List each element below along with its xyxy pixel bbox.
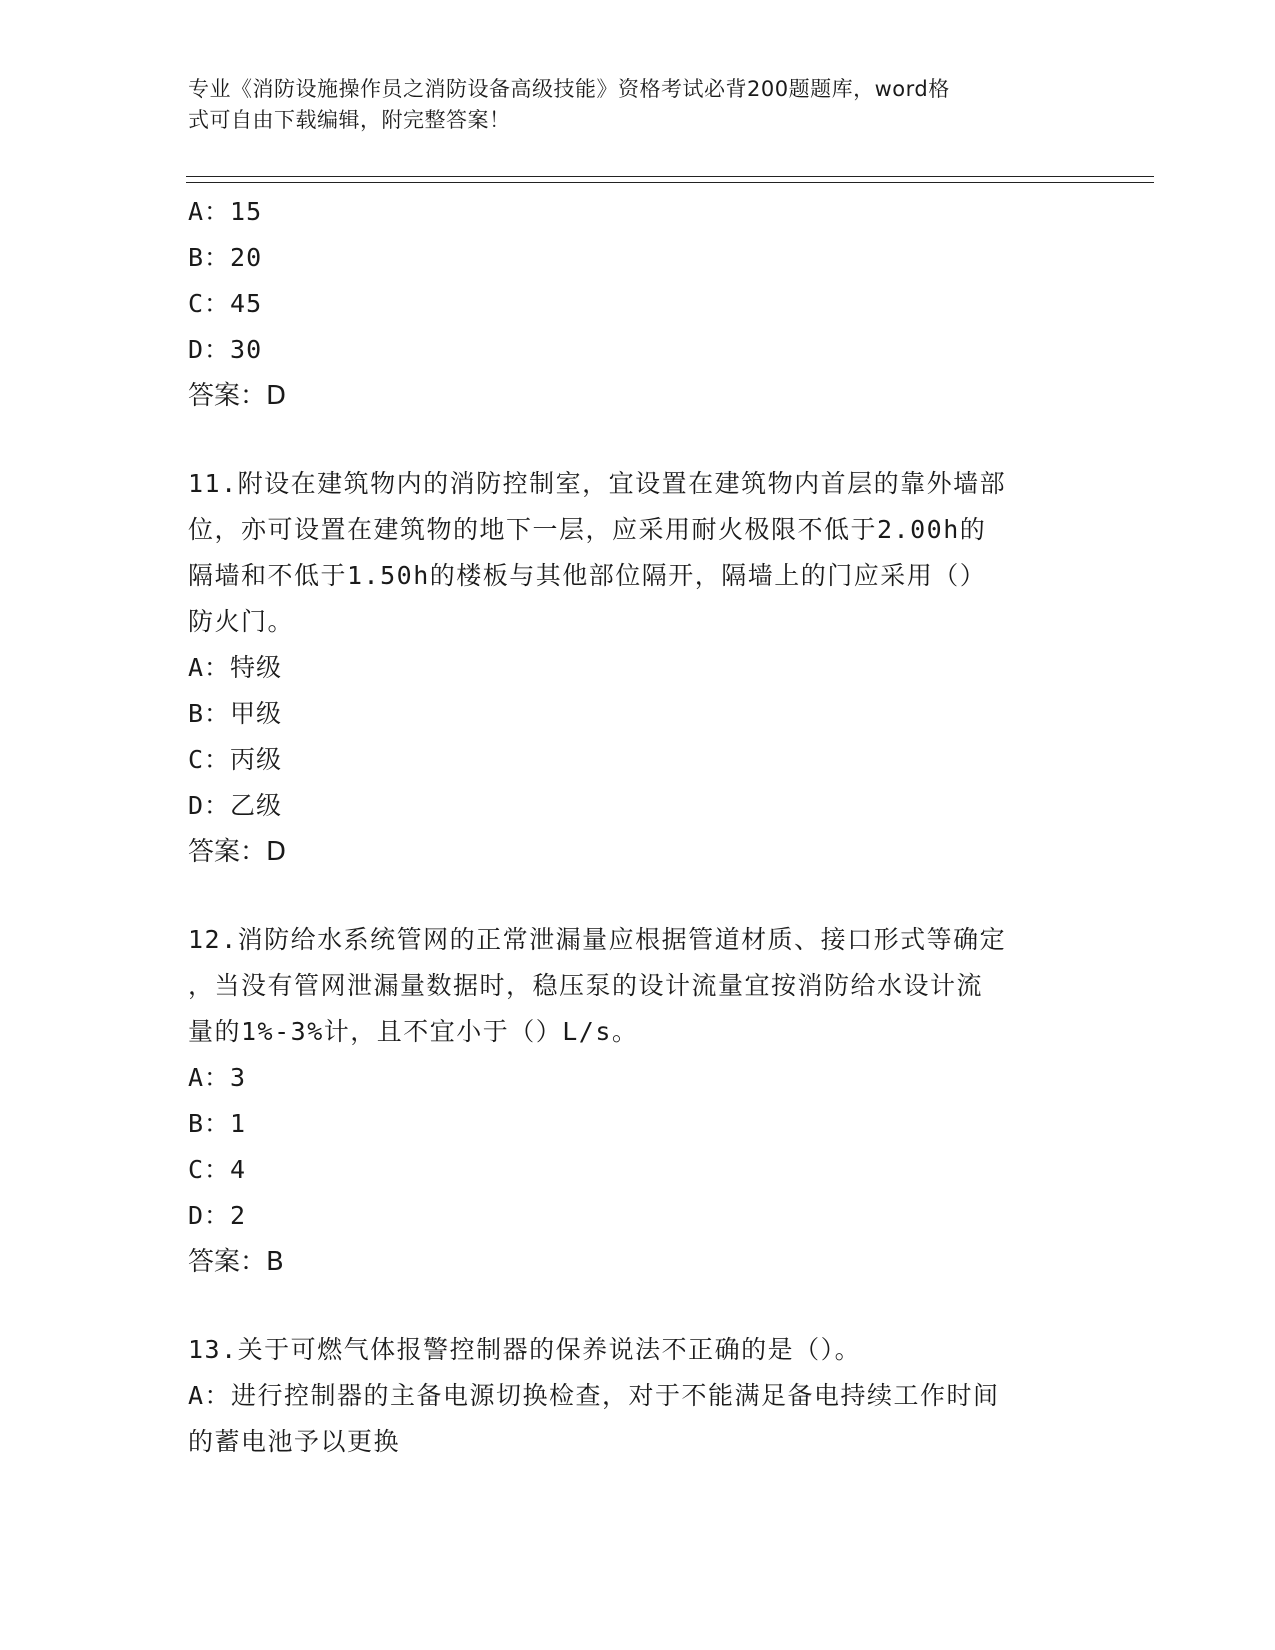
question-11: [188, 461, 1088, 875]
option-a-line: 的蓄电池予以更换: [188, 1427, 401, 1456]
answer: 答案：B: [188, 1247, 284, 1277]
question-12: [188, 917, 1088, 1285]
option-a: A：15: [188, 197, 263, 226]
question-text-line: 量的1%-3%计，且不宜小于（）L/s。: [188, 1017, 639, 1046]
question-text-line: 防火门。: [188, 607, 295, 636]
option-c: C：45: [188, 289, 263, 318]
header-line-2: 式可自由下载编辑，附完整答案！: [188, 108, 511, 132]
question-13: [188, 1327, 1088, 1465]
option-c: C：4: [188, 1155, 247, 1184]
option-b: B：1: [188, 1109, 247, 1138]
question-text-line: ，当没有管网泄漏量数据时，稳压泵的设计流量宜按消防给水设计流: [188, 971, 984, 1000]
option-a: A：特级: [188, 653, 283, 682]
option-a-line: A：进行控制器的主备电源切换检查，对于不能满足备电持续工作时间: [188, 1381, 1000, 1410]
question-text-line: 位，亦可设置在建筑物的地下一层，应采用耐火极限不低于2.00h的: [188, 515, 987, 544]
question-text-line: 13.关于可燃气体报警控制器的保养说法不正确的是（）。: [188, 1335, 862, 1364]
document-header: [188, 74, 1068, 136]
option-b: B：甲级: [188, 699, 283, 728]
header-rule-bottom: [186, 182, 1154, 183]
question-text-line: 11.附设在建筑物内的消防控制室，宜设置在建筑物内首层的靠外墙部: [188, 469, 1007, 498]
header-line-1: 专业《消防设施操作员之消防设备高级技能》资格考试必背200题题库，word格: [188, 77, 950, 101]
question-content: [188, 189, 1088, 1465]
answer: 答案：D: [188, 837, 287, 867]
header-rule-top: [186, 176, 1154, 177]
option-c: C：丙级: [188, 745, 283, 774]
option-a: A：3: [188, 1063, 247, 1092]
question-text-line: 12.消防给水系统管网的正常泄漏量应根据管道材质、接口形式等确定: [188, 925, 1007, 954]
option-d: D：乙级: [188, 791, 283, 820]
option-b: B：20: [188, 243, 263, 272]
option-d: D：30: [188, 335, 263, 364]
question-text-line: 隔墙和不低于1.50h的楼板与其他部位隔开，隔墙上的门应采用（）: [188, 561, 987, 590]
question-10: [188, 189, 1088, 419]
answer: 答案：D: [188, 381, 287, 411]
option-d: D：2: [188, 1201, 247, 1230]
